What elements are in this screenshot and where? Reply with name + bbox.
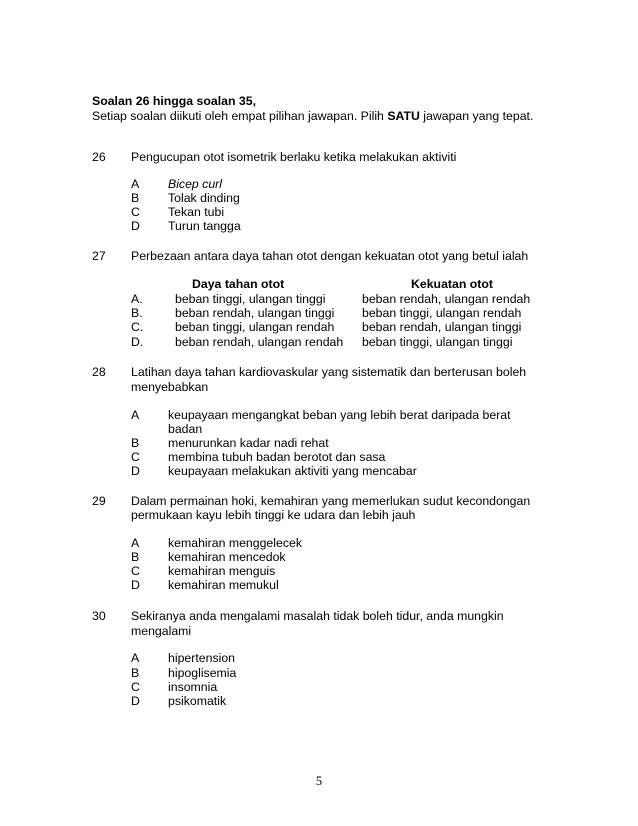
option-text: insomnia <box>168 680 218 694</box>
option-text: Turun tangga <box>168 219 241 233</box>
question-number: 28 <box>92 365 106 379</box>
instruction-text-pre: Setiap soalan diikuti oleh empat pilihan jawapan. Pilih <box>92 109 388 123</box>
table-header-endurance: Daya tahan otot <box>192 277 285 291</box>
option-col-endurance: beban tinggi, ulangan rendah <box>175 320 335 334</box>
option-text: menurunkan kadar nadi rehat <box>168 436 329 450</box>
option-letter: A. <box>131 292 143 306</box>
option-text-cont: badan <box>168 422 203 436</box>
option-text: Bicep curl <box>168 177 222 191</box>
option-letter: A <box>131 536 140 550</box>
option-col-strength: beban tinggi, ulangan tinggi <box>362 335 513 349</box>
option-text: kemahiran memukul <box>168 578 279 592</box>
option-text: hipoglisemia <box>168 666 237 680</box>
option-text: Tekan tubi <box>168 205 225 219</box>
question-stem: Perbezaan antara daya tahan otot dengan kekuatan otot yang betul ialah <box>131 249 529 263</box>
option-col-endurance: beban rendah, ulangan tinggi <box>175 306 335 320</box>
option-letter: D <box>131 694 140 708</box>
option-letter: D <box>131 464 140 478</box>
question-number: 29 <box>92 494 106 508</box>
question-stem: Latihan daya tahan kardiovaskular yang sistematik dan berterusan boleh <box>131 365 527 379</box>
question-stem: Pengucupan otot isometrik berlaku ketika melakukan aktiviti <box>131 150 457 164</box>
table-header-strength: Kekuatan otot <box>411 277 493 291</box>
option-letter: C <box>131 564 140 578</box>
option-text: psikomatik <box>168 694 227 708</box>
option-col-endurance: beban rendah, ulangan rendah <box>175 335 344 349</box>
option-letter: B <box>131 191 140 205</box>
option-letter: D <box>131 578 140 592</box>
option-col-endurance: beban tinggi, ulangan tinggi <box>175 292 326 306</box>
option-letter: D. <box>131 335 144 349</box>
option-col-strength: beban tinggi, ulangan rendah <box>362 306 522 320</box>
option-letter: A <box>131 651 140 665</box>
question-number: 26 <box>92 150 106 164</box>
option-text: Tolak dinding <box>168 191 240 205</box>
section-instruction <box>92 109 533 124</box>
option-text: membina tubuh badan berotot dan sasa <box>168 450 386 464</box>
option-letter: C <box>131 205 140 219</box>
option-letter: C <box>131 450 140 464</box>
option-text: kemahiran mencedok <box>168 550 286 564</box>
option-text: keupayaan mengangkat beban yang lebih berat daripada berat <box>168 408 511 422</box>
page-number: 5 <box>315 774 323 788</box>
option-letter: C. <box>131 320 144 334</box>
option-letter: A <box>131 408 140 422</box>
option-text: keupayaan melakukan aktiviti yang mencabar <box>168 464 417 478</box>
question-stem-cont: menyebabkan <box>131 380 209 394</box>
option-col-strength: beban rendah, ulangan rendah <box>362 292 531 306</box>
option-text: kemahiran menguis <box>168 564 276 578</box>
section-title: Soalan 26 hingga soalan 35, <box>92 94 257 108</box>
instruction-emphasis: SATU <box>387 109 420 123</box>
option-text: hipertension <box>168 651 235 665</box>
option-text: kemahiran menggelecek <box>168 536 302 550</box>
option-letter: D <box>131 219 140 233</box>
question-number: 30 <box>92 609 106 623</box>
question-stem-cont: permukaan kayu lebih tinggi ke udara dan lebih jauh <box>131 508 416 522</box>
question-stem: Dalam permainan hoki, kemahiran yang memerlukan sudut kecondongan <box>131 494 531 508</box>
option-letter: B <box>131 550 140 564</box>
question-number: 27 <box>92 249 106 263</box>
question-stem-cont: mengalami <box>131 624 192 638</box>
option-letter: B <box>131 436 140 450</box>
option-letter: A <box>131 177 140 191</box>
question-stem: Sekiranya anda mengalami masalah tidak boleh tidur, anda mungkin <box>131 609 504 623</box>
option-col-strength: beban rendah, ulangan tinggi <box>362 320 522 334</box>
option-letter: B. <box>131 306 143 320</box>
instruction-text-post: jawapan yang tepat. <box>419 109 534 123</box>
option-letter: C <box>131 680 140 694</box>
option-letter: B <box>131 666 140 680</box>
